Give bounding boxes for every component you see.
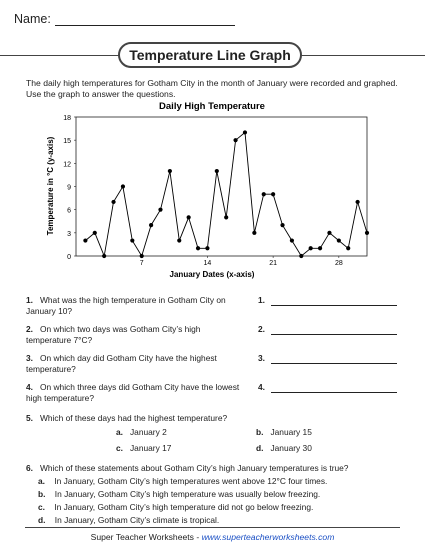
x-tick-label: 28: [334, 260, 343, 267]
y-tick-label: 9: [67, 184, 71, 192]
answer-1[interactable]: [258, 295, 397, 306]
option-text: In January, Gotham City’s high temperature did not go below freezing.: [54, 502, 314, 512]
data-point: [168, 169, 172, 173]
data-point: [187, 215, 191, 219]
question-number: 3.: [26, 353, 33, 363]
option-text: January 2: [129, 427, 167, 437]
name-label: Name:: [14, 12, 51, 26]
data-point: [318, 246, 322, 250]
data-point: [327, 231, 331, 235]
answer-number: 3.: [258, 353, 265, 363]
answer-line[interactable]: [271, 354, 397, 364]
x-tick-label: 14: [203, 260, 212, 267]
question-4: [26, 382, 246, 403]
answer-number: 4.: [258, 382, 265, 392]
data-point: [233, 138, 237, 142]
q5-option-a[interactable]: [116, 427, 167, 438]
option-letter: d.: [38, 515, 46, 525]
data-point: [252, 231, 256, 235]
y-tick-label: 0: [67, 254, 71, 261]
data-point: [121, 184, 125, 188]
data-point: [271, 192, 275, 196]
data-point: [149, 223, 153, 227]
q5-option-b[interactable]: [256, 427, 312, 438]
y-tick-label: 18: [63, 115, 71, 122]
x-axis-label: January Dates (x-axis): [169, 270, 255, 279]
option-text: January 17: [129, 443, 172, 453]
option-text: In January, Gotham City’s high temperature was usually below freezing.: [54, 489, 321, 499]
data-point: [177, 238, 181, 242]
x-tick-label: 7: [139, 260, 144, 267]
data-point: [262, 192, 266, 196]
option-letter: a.: [38, 476, 45, 486]
x-tick-label: 21: [269, 260, 278, 267]
question-number: 1.: [26, 295, 33, 305]
data-point: [243, 130, 247, 134]
option-letter: d.: [256, 443, 264, 453]
answer-number: 2.: [258, 324, 265, 334]
y-axis-label: Temperature in °C (y-axis): [46, 136, 55, 236]
answer-number: 1.: [258, 295, 265, 305]
option-letter: a.: [116, 427, 123, 437]
data-point: [93, 231, 97, 235]
data-point: [205, 246, 209, 250]
option-letter: c.: [116, 443, 123, 453]
y-tick-label: 12: [63, 161, 71, 169]
data-point: [196, 246, 200, 250]
data-point: [158, 208, 162, 212]
option-letter: b.: [38, 489, 46, 499]
q6-option-b[interactable]: [38, 489, 320, 500]
data-point: [365, 231, 369, 235]
data-point: [102, 254, 106, 258]
option-letter: c.: [38, 502, 45, 512]
q6-option-d[interactable]: [38, 515, 219, 526]
q6-option-c[interactable]: [38, 502, 313, 513]
answer-line[interactable]: [271, 383, 397, 393]
data-point: [280, 223, 284, 227]
page-title: Temperature Line Graph: [118, 42, 302, 68]
plot-frame: [76, 117, 367, 256]
data-point: [130, 238, 134, 242]
data-point: [140, 254, 144, 258]
data-point: [224, 215, 228, 219]
answer-line[interactable]: [271, 296, 397, 306]
data-point: [111, 200, 115, 204]
question-5: [26, 413, 406, 424]
answer-4[interactable]: [258, 382, 397, 393]
y-axis-ticks: [63, 115, 76, 261]
data-point: [346, 246, 350, 250]
y-tick-label: 3: [67, 230, 71, 238]
answer-2[interactable]: [258, 324, 397, 335]
footer-link[interactable]: www.superteacherworksheets.com: [201, 532, 335, 542]
intro-text: The daily high temperatures for Gotham City in the month of January were recorded and graphed. Use the graph to answer the questions.: [26, 78, 398, 99]
option-letter: b.: [256, 427, 264, 437]
data-point: [215, 169, 219, 173]
question-number: 6.: [26, 463, 33, 473]
q5-option-d[interactable]: [256, 443, 312, 454]
question-text: What was the high temperature in Gotham City on January 10?: [26, 295, 226, 316]
question-text: On which three days did Gotham City have the lowest high temperature?: [26, 382, 240, 403]
series-line: [85, 132, 367, 256]
y-tick-label: 6: [67, 207, 71, 215]
question-1: [26, 295, 246, 316]
x-axis-ticks: [140, 256, 343, 267]
data-point: [83, 238, 87, 242]
question-6: [26, 463, 416, 474]
footer-brand: Super Teacher Worksheets: [90, 532, 194, 542]
answer-line[interactable]: [271, 325, 397, 335]
answer-3[interactable]: [258, 353, 397, 364]
data-point: [337, 238, 341, 242]
question-3: [26, 353, 246, 374]
option-text: In January, Gotham City’s climate is tropical.: [54, 515, 220, 525]
question-number: 2.: [26, 324, 33, 334]
question-2: [26, 324, 246, 345]
option-text: In January, Gotham City’s high temperatures went above 12°C four times.: [54, 476, 328, 486]
question-text: Which of these statements about Gotham City’s high January temperatures is true?: [39, 463, 349, 473]
q6-option-a[interactable]: [38, 476, 327, 487]
footer-divider: [25, 527, 400, 528]
question-number: 4.: [26, 382, 33, 392]
question-text: On which two days was Gotham City’s high temperature 7°C?: [26, 324, 201, 345]
chart-title: Daily High Temperature: [159, 101, 265, 112]
data-point: [309, 246, 313, 250]
question-text: On which day did Gotham City have the highest temperature?: [26, 353, 217, 374]
option-text: January 30: [270, 443, 312, 453]
y-tick-label: 15: [63, 138, 71, 146]
footer: [0, 532, 425, 542]
data-point: [299, 254, 303, 258]
footer-separator: -: [193, 532, 202, 542]
option-text: January 15: [270, 427, 312, 437]
data-point: [290, 238, 294, 242]
q5-option-c[interactable]: [116, 443, 171, 454]
question-text: Which of these days had the highest temperature?: [39, 413, 228, 423]
data-point: [356, 200, 360, 204]
question-number: 5.: [26, 413, 33, 423]
